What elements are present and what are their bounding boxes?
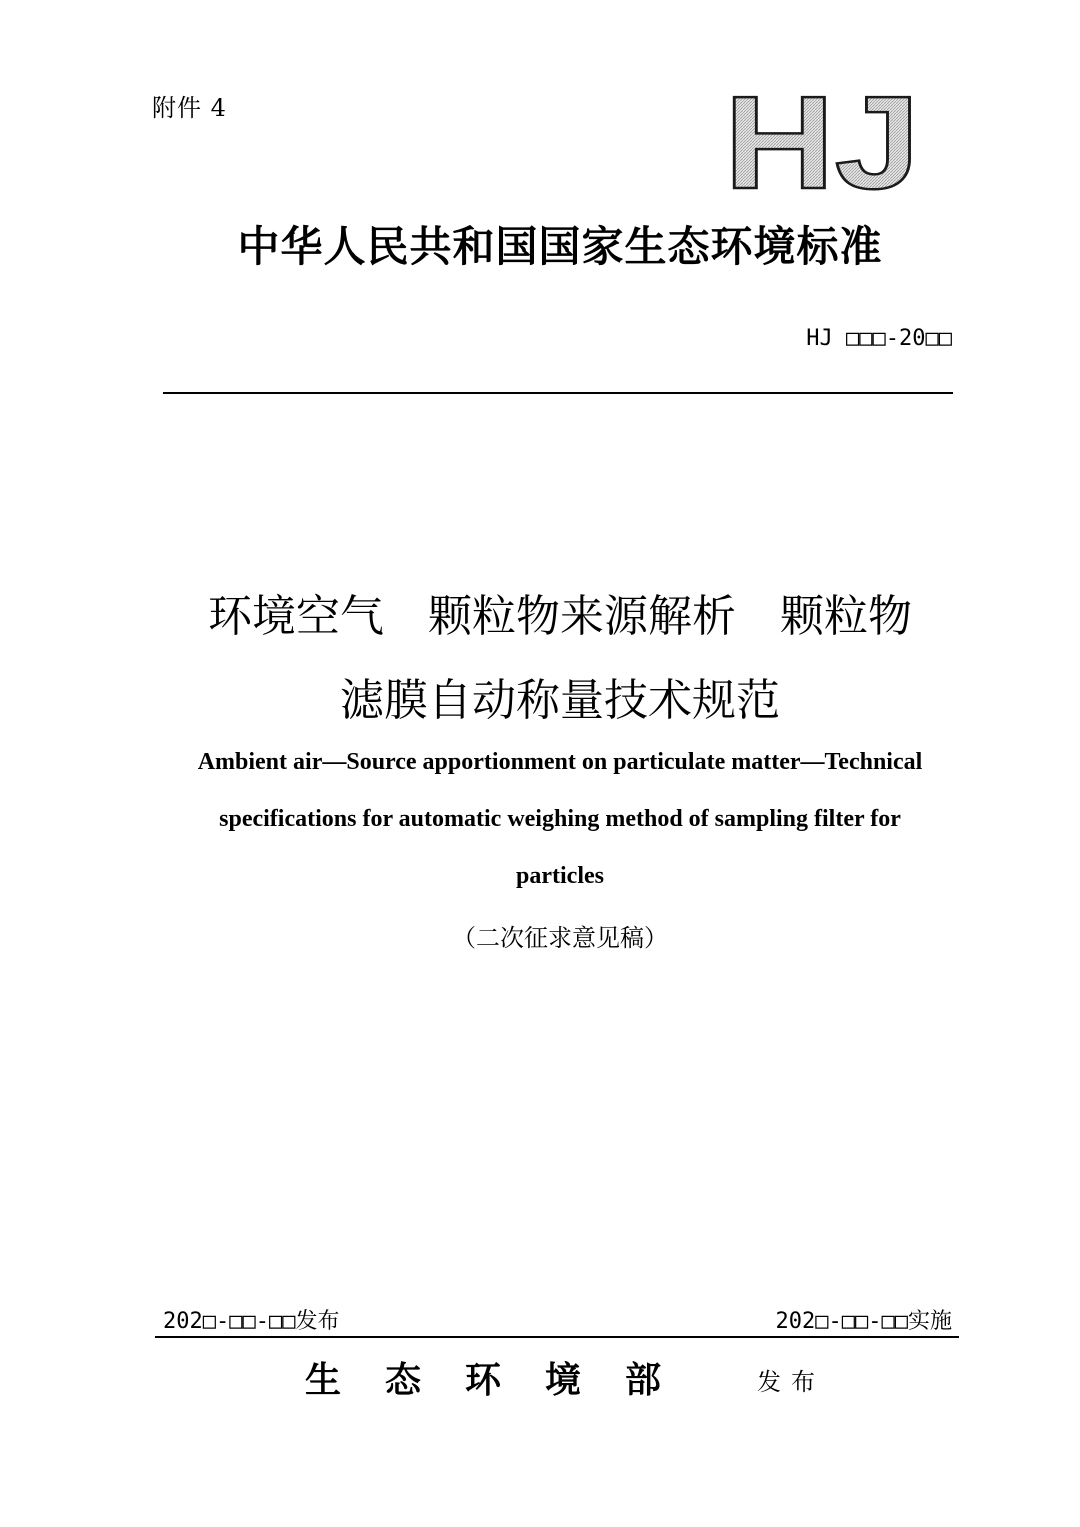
title-cn-line2: 滤膜自动称量技术规范 bbox=[340, 675, 780, 726]
effective-date: 202□-□□-□□实施 bbox=[775, 1309, 952, 1334]
publisher-name: 生态环境部 bbox=[305, 1359, 706, 1401]
divider-top bbox=[163, 392, 953, 394]
title-en-line1: Ambient air—Source apportionment on particulate matter—Technical bbox=[197, 749, 923, 775]
divider-bottom bbox=[155, 1336, 959, 1338]
publish-label: 发布 bbox=[757, 1368, 825, 1396]
agency-title: 中华人民共和国国家生态环境标准 bbox=[237, 222, 883, 271]
attachment-label: 附件 4 bbox=[152, 94, 227, 122]
title-cn-line1: 环境空气 颗粒物来源解析 颗粒物 bbox=[208, 591, 912, 642]
hj-logo-text: HJ bbox=[724, 86, 920, 192]
title-en-line2: specifications for automatic weighing method of sampling filter for bbox=[219, 806, 901, 832]
hj-logo bbox=[722, 86, 922, 192]
title-en-line3: particles bbox=[516, 863, 604, 889]
draft-note: （二次征求意见稿） bbox=[452, 924, 668, 952]
issue-date: 202□-□□-□□发布 bbox=[163, 1309, 340, 1334]
standard-number: HJ □□□-20□□ bbox=[806, 326, 952, 351]
